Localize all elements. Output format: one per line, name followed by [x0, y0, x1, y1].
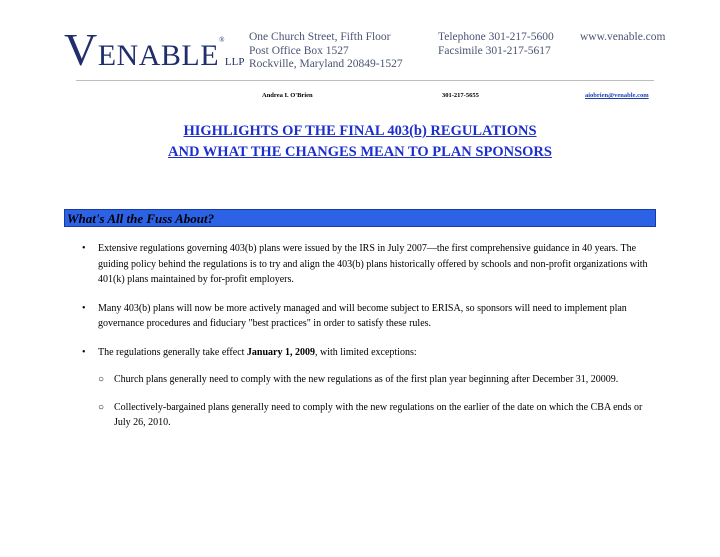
list-item	[82, 345, 658, 431]
bullet-icon: •	[82, 346, 86, 358]
effective-date: January 1, 2009	[246, 346, 315, 358]
contact-name: Andrea I. O'Brien	[262, 92, 313, 99]
contact-phone: 301-217-5655	[442, 92, 479, 99]
document-title-line-2: AND WHAT THE CHANGES MEAN TO PLAN SPONSORS	[168, 144, 552, 160]
section-heading: What's All the Fuss About?	[67, 211, 215, 226]
logo-initial: V	[64, 24, 98, 75]
circle-bullet-icon: ○	[98, 374, 105, 385]
venable-logo	[64, 24, 245, 76]
logo-rest: ENABLE	[97, 39, 220, 72]
address-line: Rockville, Maryland 20849-1527	[249, 58, 403, 70]
list-item	[82, 241, 658, 288]
logo-registered-mark: ®	[219, 36, 225, 44]
contact-email-link[interactable]: aiobrien@venable.com	[585, 92, 649, 99]
sub-list-item	[98, 372, 658, 388]
document-title-line-1: HIGHLIGHTS OF THE FINAL 403(b) REGULATIONS	[183, 123, 537, 139]
sub-bullet-text: Collectively-bargained plans generally need to comply with the new regulations on the earlier of the date on which the CBA ends or July 26, 2010.	[114, 401, 643, 428]
address-line: One Church Street, Fifth Floor	[249, 31, 391, 43]
bullet-text-post: , with limited exceptions:	[314, 346, 417, 358]
bullet-text-pre: The regulations generally take effect	[98, 346, 247, 358]
sub-bullet-list	[98, 372, 658, 431]
address-line: Post Office Box 1527	[249, 44, 349, 57]
bullet-text: Many 403(b) plans will now be more actively managed and will become subject to ERISA, so sponsors will need to implement plan governance procedures and fiduciary "best practices" in order to satisfy these rules.	[98, 302, 627, 329]
section-heading-band	[64, 209, 656, 227]
sub-list-item	[98, 400, 658, 431]
list-item	[82, 301, 658, 332]
header-divider	[76, 80, 654, 81]
letterhead-website[interactable]: www.venable.com	[580, 31, 666, 43]
letterhead-address	[249, 31, 403, 72]
bullet-list	[82, 241, 658, 444]
bullet-text: Extensive regulations governing 403(b) plans were issued by the IRS in July 2007—the first comprehensive guidance in 40 years. The guiding policy behind the regulations is to try and align the 403(b) plans historically offered by schools and non-profit organizations with 401(k) plans maintained by for-profit employers.	[98, 243, 648, 285]
logo-llp: LLP	[224, 56, 245, 68]
letterhead-phone	[438, 31, 554, 58]
sub-bullet-text: Church plans generally need to comply with the new regulations as of the first plan year beginning after December 31, 20009.	[114, 374, 619, 385]
bullet-icon: •	[82, 243, 86, 254]
facsimile-line: Facsimile 301-217-5617	[438, 44, 551, 57]
telephone-line: Telephone 301-217-5600	[438, 31, 554, 43]
bullet-icon: •	[82, 302, 86, 314]
circle-bullet-icon: ○	[98, 401, 105, 413]
bullet-text	[98, 347, 417, 358]
